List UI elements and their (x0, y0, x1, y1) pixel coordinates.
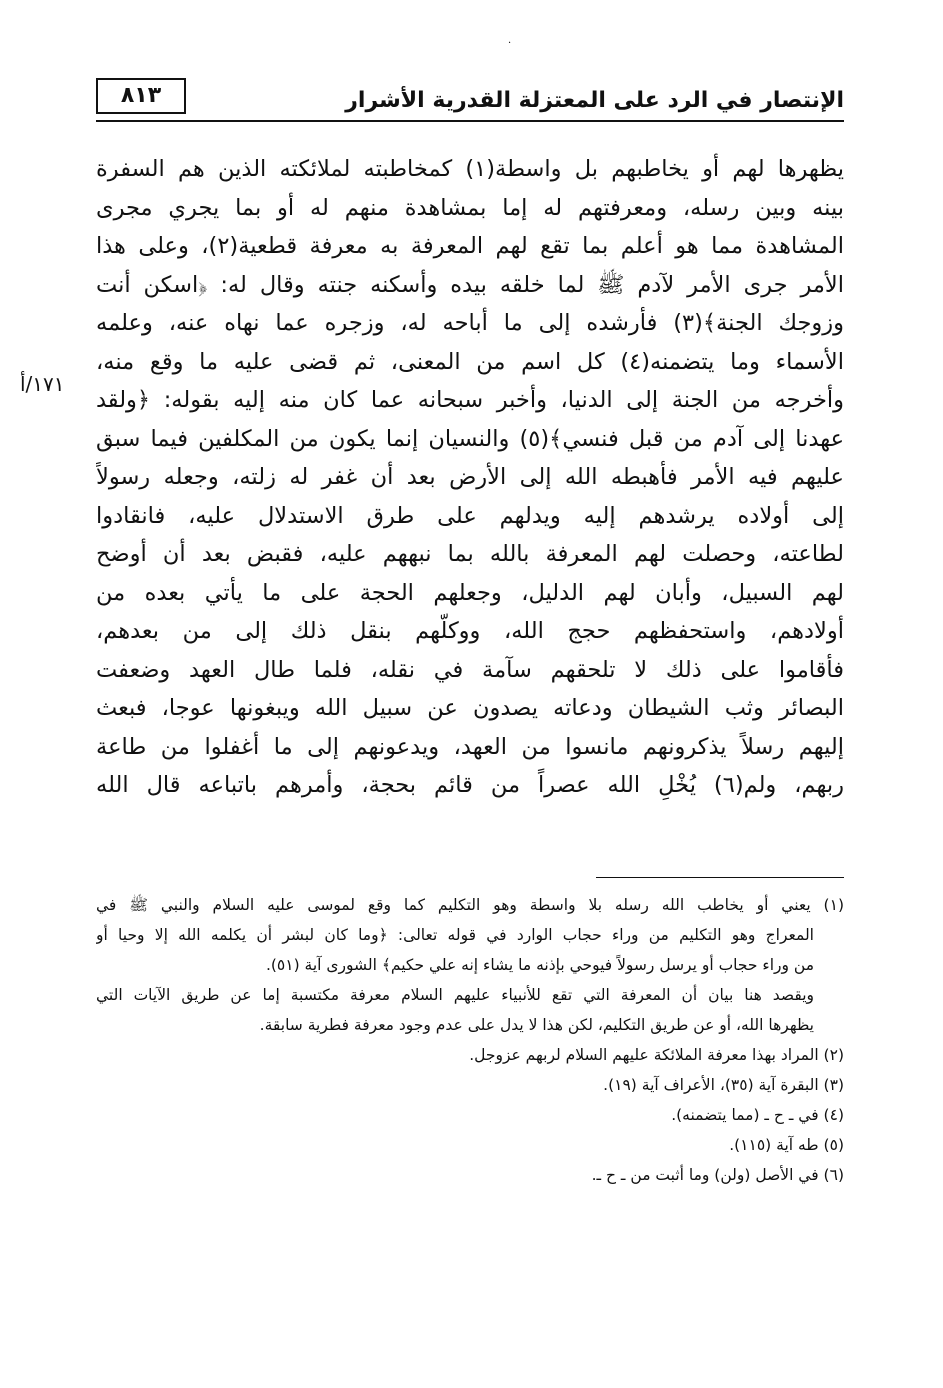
page-number: ٨١٣ (96, 78, 186, 114)
footnote-line: المعراج وهو التكليم من وراء حجاب الوارد في قوله تعالى: ﴿وما كان لبشر أن يكلمه الله إلا وحيا أو (96, 926, 814, 944)
text-line: البصائر وثب الشيطان ودعاته يصدون عن سبيل الله ويبغونها عوجا، فبعث (96, 695, 844, 721)
running-title: الإنتصار في الرد على المعتزلة القدرية الأشرار (345, 88, 844, 113)
running-header (96, 82, 844, 122)
footnotes (96, 890, 844, 1190)
text-line: إلى أولاده يرشدهم إليه ويدلهم على طرق الاستدلال عليه، فانقادوا (96, 502, 844, 529)
footnote-line: من وراء حجاب أو يرسل رسولاً فيوحي بإذنه ما يشاء إنه علي حكيم﴾ الشورى آية (٥١). (265, 956, 814, 974)
text-line: فأقاموا على ذلك لا تلحقهم سآمة في نقله، فلما طال العهد وضعفت (96, 656, 844, 683)
main-text (96, 150, 844, 805)
text-line: ربهم، ولم(٦) يُخْلِ الله عصراً من قائم بحجة، وأمرهم باتباعه قال الله (96, 772, 844, 798)
text-line: أولادهم، واستحفظهم حجج الله، ووكلّهم بنقل ذلك إلى من بعدهم، (96, 618, 844, 644)
footnote-separator (596, 877, 844, 878)
manuscript-folio-note: ١٧١/أ (20, 372, 65, 396)
text-line: عهدنا إلى آدم من قبل فنسي﴾(٥) والنسيان إنما يكون من المكلفين فيما سبق (96, 425, 844, 452)
text-line: عليهم فيه الأمر فأهبطه الله إلى الأرض بعد أن غفر له زلته، وجعله رسولاً (96, 464, 844, 490)
text-line: إليهم رسلاً يذكرونهم مانسوا من العهد، ويدعونهم إلى ما أغفلوا من طاعة (96, 733, 844, 760)
text-line: الأمر جرى الأمر لآدم ﷺ لما خلقه بيده وأسكنه جنته وقال له: ﴿اسكن أنت (96, 271, 844, 298)
text-line: لطاعته، وحصلت لهم المعرفة بالله بما نبههم عليه، فقبض بعد أن أوضح (96, 541, 844, 567)
text-line: بينه وبين رسله، ومعرفتهم له إما بمشاهدة منهم له أو بما يجري مجرى (96, 194, 844, 221)
text-line: وأخرجه من الجنة إلى الدنيا، وأخبر سبحانه عما كان منه إليه بقوله: ﴿ولقد (96, 387, 844, 413)
footnote-line: ويقصد هنا بيان أن المعرفة التي تقع للأنبياء عليهم السلام معرفة مكتسبة إما عن طريق الآيات التي (96, 986, 814, 1004)
footnote-line: (٢) المراد بهذا معرفة الملائكة عليهم السلام لربهم عزوجل. (469, 1046, 844, 1064)
footnote-line: (٤) في ـ ح ـ (مما يتضمنه). (671, 1106, 844, 1124)
text-line: وزوجك الجنة﴾(٣) فأرشده إلى ما أباحه له، وزجره عما نهاه عنه، وعلمه (96, 310, 844, 336)
text-line: الأسماء وما يتضمنه(٤) كل اسم من المعنى، ثم قضى عليه ما وقع منه، (96, 348, 844, 375)
footnote-line: يظهرها الله، أو عن طريق التكليم، لكن هذا لا يدل على عدم وجود معرفة فطرية سابقة. (259, 1016, 814, 1034)
footnote-line: (٣) البقرة آية (٣٥)، الأعراف آية (١٩). (603, 1076, 844, 1094)
text-line: يظهرها لهم أو يخاطبهم بل واسطة(١) كمخاطبته لملائكته الذين هم السفرة (96, 156, 844, 182)
text-line: لهم السبيل، وأبان لهم الدليل، وجعلهم الحجة على ما يأتي بعده من (96, 579, 844, 606)
footnote-line: (٥) طه آية (١١٥). (729, 1136, 844, 1154)
footnote-line: (١) يعني أو يخاطب الله رسله بلا واسطة وهو التكليم كما وقع لموسى عليه السلام والنبي ﷺ في (96, 896, 844, 914)
printer-mark: · (508, 38, 512, 49)
text-line: المشاهدة مما هو أعلم بما تقع لهم المعرفة به معرفة قطعية(٢)، وعلى هذا (96, 233, 844, 259)
footnote-line: (٦) في الأصل (ولن) وما أثبت من ـ ح ـ. (591, 1166, 844, 1184)
